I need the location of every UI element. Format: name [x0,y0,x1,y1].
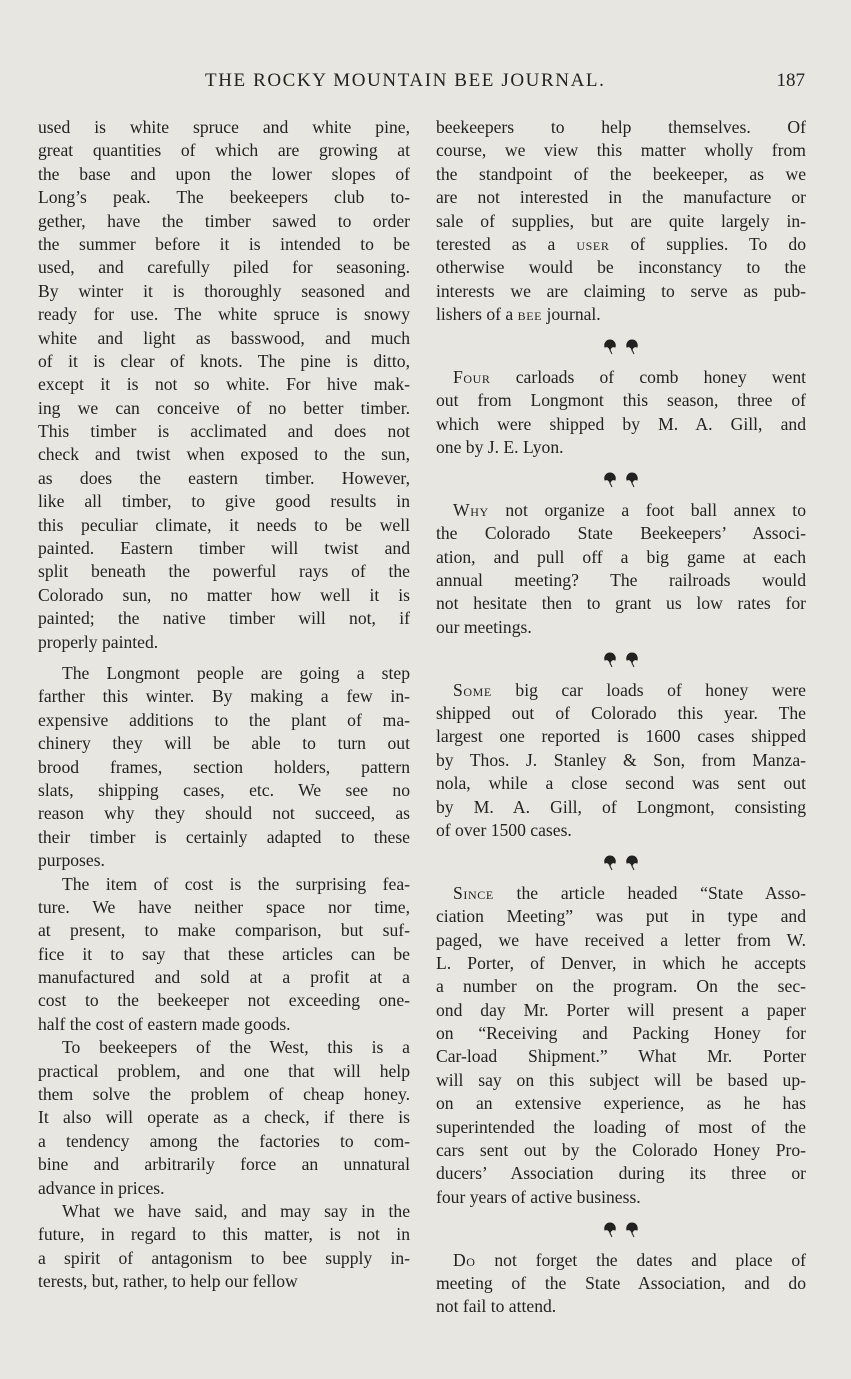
text-line: ation, and pull off a big game at each [436,546,806,567]
small-caps-word: bee [517,304,543,325]
text-line: ture. We have neither space nor time, [38,896,410,917]
text-line: fice it to say that these articles can be [38,943,410,964]
text-fragment: the article headed “State Asso- [493,882,806,903]
text-line: out from Longmont this season, three of [436,390,806,411]
text-line: their timber is certainly adapted to these [38,826,410,847]
lead-word: Four [453,366,491,387]
text-line: by Thos. J. Stanley & Son, from Manza- [436,749,806,770]
text-line: future, in regard to this matter, is not in [38,1224,410,1245]
text-line: of over 1500 cases. [436,819,572,840]
text-line: interests we are claiming to serve as pub- [436,280,806,301]
paragraph-cost [38,873,410,1037]
text-fragment: terested as a [436,233,577,254]
text-line: not hesitate then to grant us low rates for [436,593,806,614]
paragraph-antagonism [38,1200,410,1294]
text-line: our meetings. [436,616,532,637]
paragraph-longmont [38,654,410,873]
text-line: one by J. E. Lyon. [436,437,564,458]
journal-title: THE ROCKY MOUNTAIN BEE JOURNAL. [205,70,606,91]
page-number: 187 [776,70,805,91]
text-fragment: not organize a foot ball annex to [488,499,806,520]
text-line: It also will operate as a check, if there is [38,1107,410,1128]
text-line: a spirit of antagonism to bee supply in- [38,1247,410,1268]
text-line: The item of cost is the surprising fea- [62,873,410,894]
text-line: on “Receiving and Packing Honey for [436,1023,806,1044]
text-line: manufactured and sold at a profit at a [38,967,410,988]
text-line: Long’s peak. The beekeepers club to- [38,187,410,208]
text-line: check and twist when exposed to the sun, [38,444,410,465]
running-header [0,70,851,98]
text-line: ing we can conceive of no better timber. [38,397,410,418]
text-line: reason why they should not succeed, as [38,803,410,824]
text-line: split beneath the powerful rays of the [38,561,410,582]
text-line: largest one reported is 1600 cases shipped [436,726,806,747]
leaf-ornament-icon [436,467,806,490]
text-line: farther this winter. By making a few in- [38,686,410,707]
text-line: the standpoint of the beekeeper, as we [436,163,806,184]
text-line: this peculiar climate, it needs to be well [38,514,410,535]
text-line: ond day Mr. Porter will present a paper [436,999,806,1020]
text-line: superintended the loading of most of the [436,1116,806,1137]
text-line: cost to the beekeeper not exceeding one- [38,990,410,1011]
text-fragment: lishers of a [436,304,518,325]
text-line [436,499,806,522]
leaf-ornament-icon [436,850,806,873]
text-line: terests, but, rather, to help our fellow [38,1271,298,1292]
right-column [436,116,806,1319]
text-line: will say on this subject will be based up- [436,1069,806,1090]
text-line: which were shipped by M. A. Gill, and [436,413,806,434]
paragraph-west [38,1036,410,1200]
paragraph-continuation [436,116,806,327]
text-line: paged, we have received a letter from W. [436,929,806,950]
text-line: advance in prices. [38,1177,165,1198]
text-line: L. Porter, of Denver, in which he accepts [436,952,806,973]
text-line: the Colorado State Beekeepers’ Associ- [436,523,806,544]
text-line: by M. A. Gill, of Longmont, consisting [436,796,806,817]
text-line: a tendency among the factories to com- [38,1130,410,1151]
text-line: brood frames, section holders, pattern [38,756,410,777]
text-line: them solve the problem of cheap honey. [38,1084,410,1105]
text-line: purposes. [38,850,105,871]
text-line: sale of supplies, but are quite largely in- [436,210,806,231]
text-line: properly painted. [38,631,159,652]
paragraph-football [436,499,806,639]
lead-word: Why [453,499,489,520]
paragraph-reminder [436,1249,806,1319]
paragraph-timber [38,116,410,654]
leaf-ornament-icon [436,1217,806,1240]
text-fragment: not forget the dates and place of [475,1249,806,1270]
text-line: meeting of the State Association, and do [436,1272,806,1293]
paragraph-carloads [436,366,806,460]
paragraph-shipments [436,679,806,843]
text-line: as does the eastern timber. However, [38,467,410,488]
leaf-ornament-icon [436,335,806,358]
text-line [436,233,806,256]
text-line: ducers’ Association during its three or [436,1163,806,1184]
text-line: To beekeepers of the West, this is a [62,1037,410,1058]
text-line: used is white spruce and white pine, [38,117,410,137]
text-line: Car-load Shipment.” What Mr. Porter [436,1046,806,1067]
left-column [38,116,410,1294]
lead-word: Do [453,1249,476,1270]
text-line: The Longmont people are going a step [62,662,410,683]
text-line: four years of active business. [436,1186,641,1207]
text-line: slats, shipping cases, etc. We see no [38,779,410,800]
text-line: great quantities of which are growing at [38,140,410,161]
text-line: beekeepers to help themselves. Of [436,117,806,137]
text-line: expensive additions to the plant of ma- [38,709,410,730]
leaf-ornament-icon [436,647,806,670]
text-line: like all timber, to give good results in [38,491,410,512]
text-line: course, we view this matter wholly from [436,140,806,161]
lead-word: Some [453,679,492,700]
text-line: used, and carefully piled for seasoning. [38,257,410,278]
text-line: annual meeting? The railroads would [436,570,806,591]
text-line: not fail to attend. [436,1296,557,1317]
text-line: Colorado sun, no matter how well it is [38,584,410,605]
text-line: on an extensive experience, as he has [436,1093,806,1114]
text-line: are not interested in the manufacture or [436,187,806,208]
text-line: ciation Meeting” was put in type and [436,906,806,927]
text-line: chinery they will be able to turn out [38,733,410,754]
text-line: gether, have the timber sawed to order [38,210,410,231]
lead-word: Since [453,882,494,903]
text-line [436,1249,806,1272]
text-line: cars sent out by the Colorado Honey Pro- [436,1140,806,1161]
text-line: bine and arbitrarily force an unnatural [38,1154,410,1175]
text-line: What we have said, and may say in the [62,1200,410,1221]
text-line [436,679,806,702]
text-line: shipped out of Colorado this year. The [436,702,806,723]
small-caps-word: user [576,233,610,254]
text-line: the summer before it is intended to be [38,233,410,254]
text-line: otherwise would be inconstancy to the [436,257,806,278]
paragraph-gap [38,654,410,662]
text-line: painted; the native timber will not, if [38,608,410,629]
text-line: nola, while a close second was sent out [436,773,806,794]
text-line [436,882,806,905]
text-line: painted. Eastern timber will twist and [38,538,410,559]
text-line: practical problem, and one that will help [38,1060,410,1081]
text-line: This timber is acclimated and does not [38,421,410,442]
text-line: except it is not so white. For hive mak- [38,374,410,395]
text-fragment: journal. [542,304,601,325]
text-line [436,366,806,389]
text-fragment: carloads of comb honey went [490,366,806,387]
text-line: at present, to make comparison, but suf- [38,920,410,941]
text-line: By winter it is thoroughly seasoned and [38,280,410,301]
text-line: white and light as basswood, and much [38,327,410,348]
text-line: the base and upon the lower slopes of [38,163,410,184]
paragraph-porter [436,882,806,1209]
text-line: a number on the program. On the sec- [436,976,806,997]
text-line: of it is clear of knots. The pine is ditto, [38,350,410,371]
text-line [436,303,806,326]
text-fragment: of supplies. To do [609,233,806,254]
text-line: ready for use. The white spruce is snowy [38,304,410,325]
text-fragment: big car loads of honey were [491,679,806,700]
text-line: half the cost of eastern made goods. [38,1013,291,1034]
